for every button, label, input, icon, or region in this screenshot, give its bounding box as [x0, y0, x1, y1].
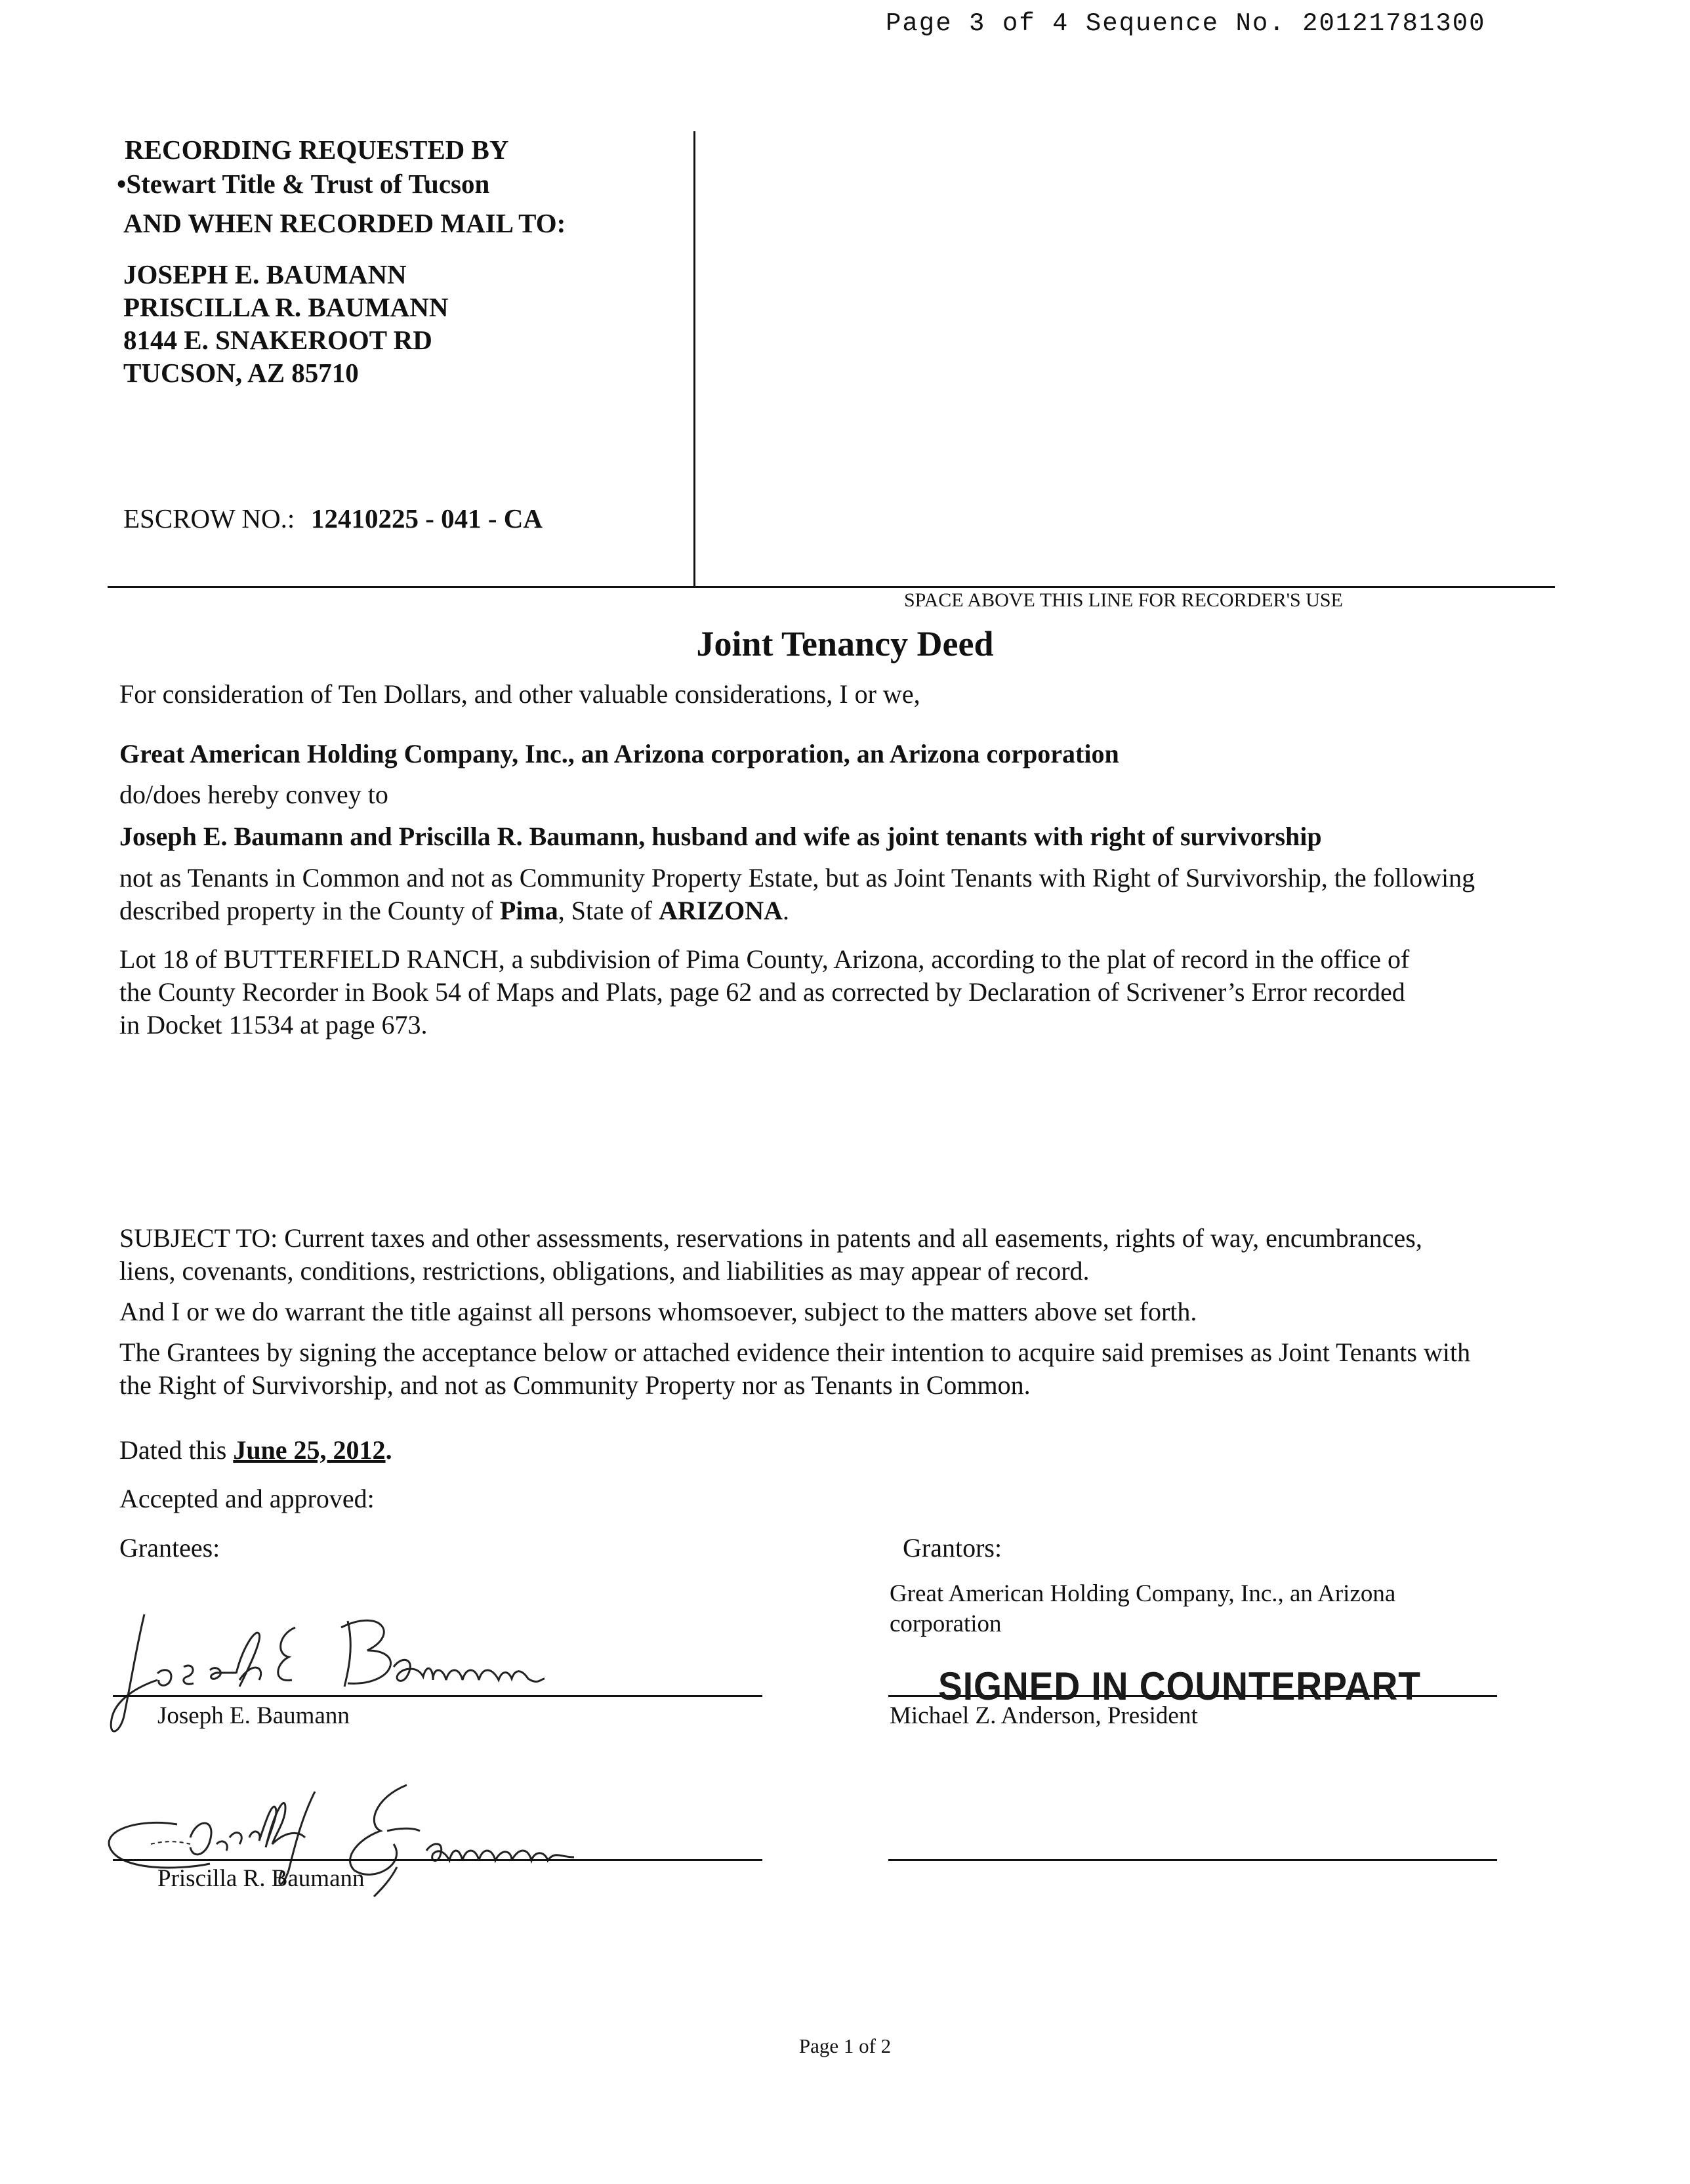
grantees-label: Grantees: — [119, 1533, 220, 1563]
dated-suffix: . — [385, 1435, 392, 1465]
grantee2-name: Priscilla R. Baumann — [157, 1865, 365, 1892]
grantor-company-line-1: Great American Holding Company, Inc., an Arizona — [890, 1580, 1396, 1607]
mail-to-label: AND WHEN RECORDED MAIL TO: — [123, 208, 566, 238]
mail-line-1: JOSEPH E. BAUMANN — [123, 259, 407, 289]
grantor-name: Great American Holding Company, Inc., an Arizona corporation, an Arizona corporation — [119, 739, 1119, 768]
tenancy-county-prefix: described property in the County of — [119, 896, 500, 925]
tenancy-state-prefix: , State of — [558, 896, 659, 925]
grantee1-signature-line — [113, 1695, 762, 1697]
recording-requested-by: •Stewart Title & Trust of Tucson — [117, 169, 490, 199]
second-grantor-signature-line — [888, 1859, 1497, 1861]
tenancy-end: . — [782, 896, 789, 925]
grantees-intent-line-2: the Right of Survivorship, and not as Community Property nor as Tenants in Common. — [119, 1370, 1031, 1400]
mail-line-3: 8144 E. SNAKEROOT RD — [123, 325, 432, 355]
signed-in-counterpart-stamp: SIGNED IN COUNTERPART — [938, 1664, 1421, 1708]
consideration-text: For consideration of Ten Dollars, and other valuable considerations, I or we, — [119, 679, 920, 709]
legal-line-1: Lot 18 of BUTTERFIELD RANCH, a subdivision of Pima County, Arizona, according to the plat of record in the office of — [119, 944, 1410, 974]
grantee1-name: Joseph E. Baumann — [157, 1702, 350, 1729]
dated-prefix: Dated this — [119, 1435, 234, 1465]
subject-line-2: liens, covenants, conditions, restrictions, obligations, and liabilities as may appear of record. — [119, 1256, 1090, 1286]
escrow-number: 12410225 - 041 - CA — [311, 503, 543, 534]
subject-line-1: SUBJECT TO: Current taxes and other assessments, reservations in patents and all easements, rights of way, encumbrances, — [119, 1223, 1422, 1253]
tenancy-line-2 — [119, 894, 1563, 927]
mail-line-2: PRISCILLA R. BAUMANN — [123, 292, 449, 322]
document-title: Joint Tenancy Deed — [696, 624, 994, 663]
grantor-signer: Michael Z. Anderson, President — [890, 1702, 1198, 1729]
dated-line — [119, 1434, 1563, 1466]
recorder-use-note: SPACE ABOVE THIS LINE FOR RECORDER'S USE — [904, 589, 1343, 611]
tenancy-line-1: not as Tenants in Common and not as Community Property Estate, but as Joint Tenants with Right of Survivorship, the following — [119, 863, 1475, 892]
mail-line-4: TUCSON, AZ 85710 — [123, 358, 359, 388]
legal-line-3: in Docket 11534 at page 673. — [119, 1010, 428, 1040]
grantee2-signature — [98, 1772, 689, 1923]
grantor-company-line-2: corporation — [890, 1610, 1002, 1637]
grantees-name: Joseph E. Baumann and Priscilla R. Baumann, husband and wife as joint tenants with right of survivorship — [119, 822, 1322, 851]
grantee2-signature-line — [113, 1859, 762, 1861]
recording-info — [117, 131, 694, 584]
recorder-box-divider — [693, 131, 695, 587]
convey-text: do/does hereby convey to — [119, 780, 388, 809]
escrow-label: ESCROW NO.: — [123, 503, 295, 534]
dated-value: June 25, 2012 — [233, 1435, 386, 1465]
accepted-text: Accepted and approved: — [119, 1484, 375, 1513]
county-name: Pima — [499, 896, 558, 925]
grantor-company — [890, 1579, 1480, 1639]
grantors-label: Grantors: — [903, 1533, 1002, 1563]
page-footer: Page 1 of 2 — [798, 2034, 892, 2057]
recording-requested-label: RECORDING REQUESTED BY — [125, 135, 509, 165]
sequence-number: Page 3 of 4 Sequence No. 20121781300 — [886, 9, 1486, 38]
warrant-text: And I or we do warrant the title against all persons whomsoever, subject to the matters above set forth. — [119, 1297, 1197, 1326]
grantees-intent-line-1: The Grantees by signing the acceptance below or attached evidence their intention to acquire said premises as Joint Tenants with — [119, 1337, 1471, 1367]
legal-line-2: the County Recorder in Book 54 of Maps and Plats, page 62 and as corrected by Declaration of Scrivener’s Error recorded — [119, 977, 1405, 1007]
recorder-line — [108, 586, 1555, 588]
state-name: ARIZONA — [659, 896, 783, 925]
